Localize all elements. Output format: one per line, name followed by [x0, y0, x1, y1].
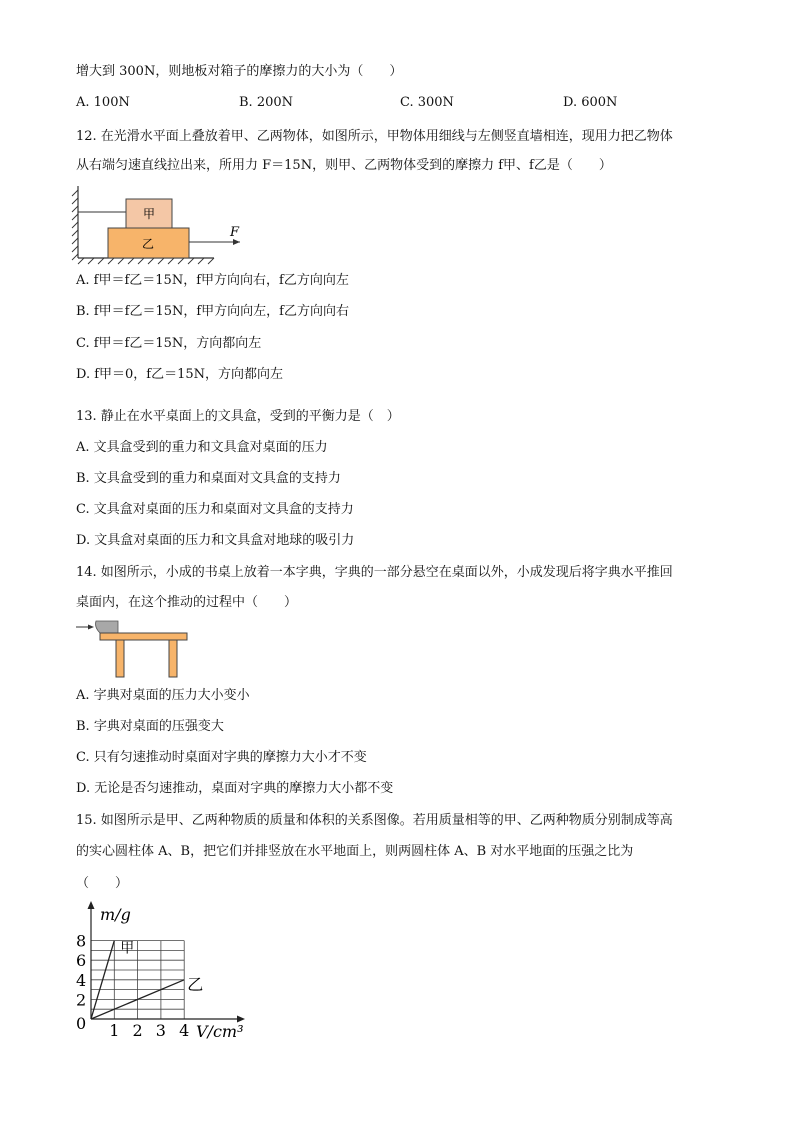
y-tick-label-2: 2 — [76, 990, 87, 1010]
q13-option-d: D. 文具盒对桌面的压力和文具盒对地球的吸引力 — [76, 533, 355, 548]
q11-option-b: B. 200N — [239, 95, 294, 110]
q12-stem-line-1: 12. 在光滑水平面上叠放着甲、乙两物体，如图所示，甲物体用细线与左侧竖直墙相连，现用力把乙物体 — [76, 129, 673, 144]
chart-ticks — [76, 905, 244, 1041]
q14-option-b: B. 字典对桌面的压强变大 — [76, 719, 224, 734]
q12-option-b: B. f甲＝f乙＝15N，f甲方向向左，f乙方向向右 — [76, 304, 349, 319]
series-label-1: 甲 — [120, 940, 135, 957]
q14-stem-line-2: 桌面内，在这个推动的过程中（ ） — [76, 595, 298, 610]
y-axis-arrow — [88, 901, 95, 909]
q12-figure — [70, 184, 250, 266]
q11-option-d: D. 600N — [563, 95, 618, 110]
y-tick-label-8: 8 — [76, 931, 87, 951]
q13-option-c: C. 文具盒对桌面的压力和桌面对文具盒的支持力 — [76, 502, 354, 517]
force-label: F — [230, 225, 240, 240]
q12-option-c: C. f甲＝f乙＝15N，方向都向左 — [76, 336, 262, 351]
desk-leg-right — [169, 640, 177, 677]
push-arrow-head — [88, 625, 94, 630]
q15-stem-line-2: 的实心圆柱体 A、B，把它们并排竖放在水平地面上，则两圆柱体 A、B 对水平地面的压强之比为 — [76, 844, 634, 859]
block-top-label: 甲 — [142, 207, 156, 221]
y-axis-label: m/g — [100, 905, 131, 924]
q12-option-d: D. f甲＝0，f乙＝15N，方向都向左 — [76, 367, 284, 382]
origin-label: 0 — [76, 1014, 87, 1033]
x-tick-label-3: 3 — [155, 1021, 166, 1040]
desk-leg-left — [116, 640, 124, 677]
q14-option-d: D. 无论是否匀速推动，桌面对字典的摩擦力大小都不变 — [76, 781, 394, 796]
x-tick-label-2: 2 — [132, 1021, 143, 1040]
q13-stem: 13. 静止在水平桌面上的文具盒，受到的平衡力是（ ） — [76, 409, 400, 424]
y-tick-label-4: 4 — [76, 970, 87, 990]
q15-stem-line-1: 15. 如图所示是甲、乙两种物质的质量和体积的关系图像。若用质量相等的甲、乙两种物质分别制成等高 — [76, 813, 673, 828]
q14-stem-line-1: 14. 如图所示，小成的书桌上放着一本字典，字典的一部分悬空在桌面以外，小成发现后将字典水平推回 — [76, 565, 673, 580]
x-tick-label-1: 1 — [109, 1021, 120, 1040]
q15-mass-volume-chart — [70, 898, 260, 1044]
y-tick-label-6: 6 — [76, 951, 87, 971]
q13-option-b: B. 文具盒受到的重力和桌面对文具盒的支持力 — [76, 471, 341, 486]
q12-option-a: A. f甲＝f乙＝15N，f甲方向向右，f乙方向向左 — [76, 273, 349, 288]
ground-hatch — [78, 258, 214, 264]
q11-option-c: C. 300N — [400, 95, 454, 110]
x-axis-label: V/cm³ — [196, 1022, 244, 1041]
q11-option-a: A. 100N — [76, 95, 130, 110]
desk-top — [100, 633, 187, 640]
q12-stem-line-2: 从右端匀速直线拉出来，所用力 F＝15N，则甲、乙两物体受到的摩擦力 f甲、f乙是（ ） — [76, 158, 612, 173]
q14-figure — [74, 617, 196, 679]
q14-option-a: A. 字典对桌面的压力大小变小 — [76, 688, 250, 703]
chart-grid — [91, 941, 184, 1019]
wall-hatch — [72, 190, 78, 260]
dictionary-shape — [96, 621, 119, 633]
q15-stem-line-3: （ ） — [76, 876, 129, 891]
q13-option-a: A. 文具盒受到的重力和文具盒对桌面的压力 — [76, 440, 328, 455]
series-label-2: 乙 — [187, 974, 204, 994]
x-tick-label-4: 4 — [179, 1021, 190, 1040]
block-bottom-label: 乙 — [141, 237, 155, 251]
q14-option-c: C. 只有匀速推动时桌面对字典的摩擦力大小才不变 — [76, 750, 367, 765]
q11-stem-continuation: 增大到 300N，则地板对箱子的摩擦力的大小为（ ） — [76, 64, 403, 79]
